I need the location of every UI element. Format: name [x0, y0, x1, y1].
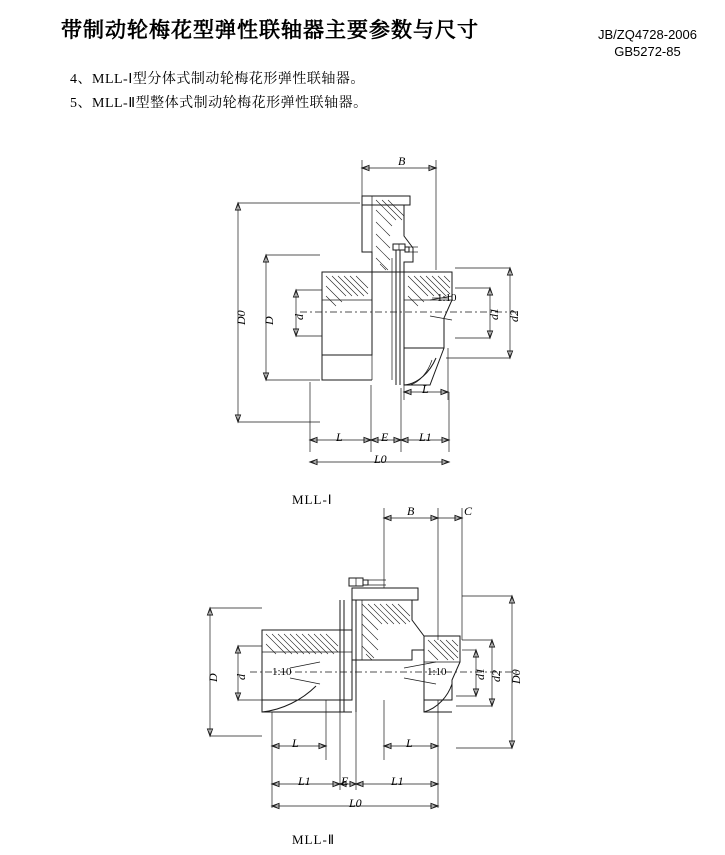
dim-label-d1-fig1: d1 — [487, 308, 501, 320]
page-title: 带制动轮梅花型弹性联轴器主要参数与尺寸 — [61, 19, 479, 42]
dim-label-l0-fig2: L0 — [349, 796, 362, 810]
dim-label-b-fig2: B — [407, 504, 415, 518]
dim-label-d1-fig2: d1 — [473, 668, 487, 680]
dim-label-l-fig1: L — [336, 430, 343, 444]
taper-note-left-fig2: 1:10 — [272, 666, 292, 678]
dim-label-d-bore-fig1: d — [292, 314, 306, 320]
note-item-2: 5、MLL-Ⅱ型整体式制动轮梅花形弹性联轴器。 — [70, 96, 368, 111]
dim-label-d-bore-fig2: d — [234, 674, 248, 680]
dim-label-d0-fig2: D0 — [509, 669, 523, 684]
dim-label-e-fig1: E — [381, 430, 389, 444]
dim-label-l1-left-fig2: L1 — [298, 774, 311, 788]
dim-label-d2-fig1: d2 — [507, 310, 521, 322]
dim-label-l-right-fig1: L — [422, 382, 429, 396]
dim-label-e-fig2: E — [341, 774, 349, 788]
figure-caption-mll-2: MLL-Ⅱ — [292, 832, 336, 847]
dim-label-d0-fig1: D0 — [234, 310, 248, 325]
taper-note-right-fig2: 1:10 — [427, 666, 447, 678]
dim-label-l0-fig1: L0 — [374, 452, 387, 466]
figure-caption-mll-1: MLL-Ⅰ — [292, 492, 333, 507]
note-item-1: 4、MLL-Ⅰ型分体式制动轮梅花形弹性联轴器。 — [70, 72, 365, 87]
dim-label-l1-fig1: L1 — [419, 430, 432, 444]
standard-code-gb: GB5272-85 — [614, 44, 681, 59]
dim-label-d-fig1: D — [262, 316, 276, 325]
dim-label-d-fig2: D — [206, 673, 220, 682]
standard-code-jb: JB/ZQ4728-2006 — [597, 27, 697, 42]
taper-note-fig1: 1:10 — [437, 292, 457, 304]
dim-label-b-fig1: B — [398, 154, 406, 168]
dim-label-l-right-fig2: L — [406, 736, 413, 750]
dim-label-l-left-fig2: L — [292, 736, 299, 750]
dim-label-c-fig2: C — [464, 504, 473, 518]
dim-label-d2-fig2: d2 — [489, 670, 503, 682]
dim-label-l1-right-fig2: L1 — [391, 774, 404, 788]
